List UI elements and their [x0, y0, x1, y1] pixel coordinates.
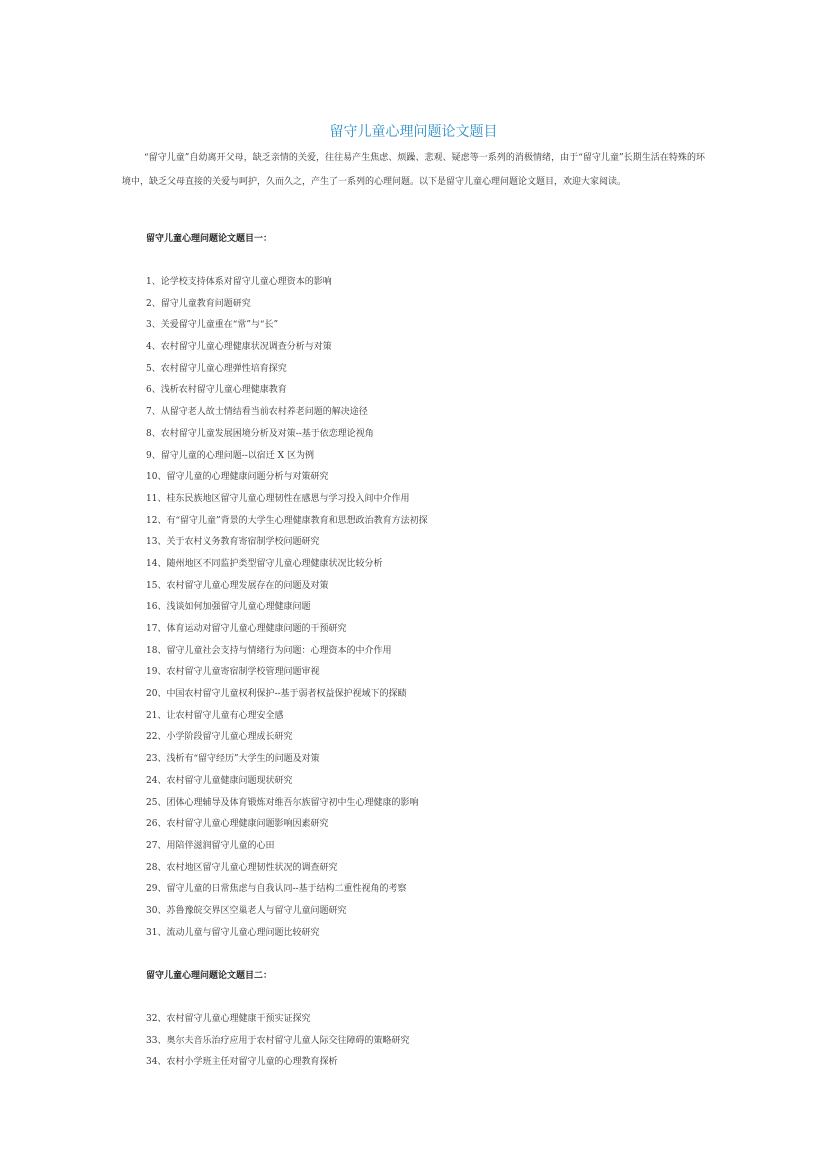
list-item: 6、浅析农村留守儿童心理健康教育	[146, 385, 287, 396]
list-item: 13、关于农村义务教育寄宿制学校问题研究	[146, 537, 320, 548]
list-item: 18、留守儿童社会支持与情绪行为问题：心理资本的中介作用	[146, 645, 392, 656]
list-item: 15、农村留守儿童心理发展存在的问题及对策	[146, 580, 329, 591]
list-item: 27、用陪伴滋润留守儿童的心田	[146, 840, 275, 851]
list-item: 2、留守儿童教育问题研究	[146, 298, 251, 309]
section-heading-two: 留守儿童心理问题论文题目二：	[146, 971, 273, 981]
list-item: 14、随州地区不同监护类型留守儿童心理健康状况比较分析	[146, 558, 383, 569]
list-item: 28、农村地区留守儿童心理韧性状况的调查研究	[146, 862, 338, 873]
list-item: 30、苏鲁豫皖交界区空巢老人与留守儿童问题研究	[146, 905, 347, 916]
list-item: 16、浅谈如何加强留守儿童心理健康问题	[146, 602, 311, 613]
list-item: 26、农村留守儿童心理健康问题影响因素研究	[146, 819, 329, 830]
list-item: 8、农村留守儿童发展困境分析及对策--基于依恋理论视角	[146, 428, 374, 439]
intro-paragraph: “留守儿童”自幼离开父母，缺乏亲情的关爱，往往易产生焦虑、烦躁、悲观、疑虑等一系列的消极情绪，由于“留守儿童”长期生活在特殊的环境中，缺乏父母直接的关爱与呵护，久而久之，产生了一系列的心理问题。以下是留守儿童心理问题论文题目，欢迎大家阅读。	[122, 153, 705, 187]
list-item: 11、桂东民族地区留守儿童心理韧性在感恩与学习投入间中介作用	[146, 493, 410, 504]
list-item: 32、农村留守儿童心理健康干预实证探究	[146, 1014, 311, 1024]
list-item: 17、体育运动对留守儿童心理健康问题的干预研究	[146, 624, 347, 634]
list-item: 22、小学阶段留守儿童心理成长研究	[146, 732, 293, 743]
list-item: 23、浅析有“留守经历”大学生的问题及对策	[146, 754, 320, 765]
list-item: 34、农村小学班主任对留守儿童的心理教育探析	[146, 1057, 338, 1067]
list-item: 10、留守儿童的心理健康问题分析与对策研究	[146, 472, 329, 483]
list-item: 9、留守儿童的心理问题--以宿迁 X 区为例	[146, 450, 314, 461]
topic-list-two	[146, 1011, 409, 1076]
list-item: 5、农村留守儿童心理弹性培育探究	[146, 363, 287, 374]
list-item: 3、关爱留守儿童重在“常”与“长”	[146, 320, 279, 331]
document-title: 留守儿童心理问题论文题目	[329, 124, 498, 140]
section-heading-one: 留守儿童心理问题论文题目一：	[146, 234, 273, 244]
list-item: 29、留守儿童的日常焦虑与自我认同--基于结构二重性视角的考察	[146, 884, 407, 895]
topic-list-one	[146, 274, 428, 946]
list-item: 19、农村留守儿童寄宿制学校管理问题审视	[146, 667, 320, 678]
list-item: 24、农村留守儿童健康问题现状研究	[146, 775, 293, 786]
list-item: 20、中国农村留守儿童权利保护--基于弱者权益保护视域下的探赜	[146, 689, 407, 700]
list-item: 31、流动儿童与留守儿童心理问题比较研究	[146, 927, 320, 938]
list-item: 33、奥尔夫音乐治疗应用于农村留守儿童人际交往障碍的策略研究	[146, 1035, 410, 1046]
list-item: 4、农村留守儿童心理健康状况调查分析与对策	[146, 342, 332, 353]
list-item: 21、让农村留守儿童有心理安全感	[146, 710, 284, 721]
list-item: 1、论学校支持体系对留守儿童心理资本的影响	[146, 277, 332, 287]
list-item: 12、有“留守儿童”背景的大学生心理健康教育和思想政治教育方法初探	[146, 515, 428, 526]
list-item: 7、从留守老人故士情结看当前农村养老问题的解决途径	[146, 407, 368, 418]
list-item: 25、团体心理辅导及体育锻炼对维吾尔族留守初中生心理健康的影响	[146, 797, 419, 808]
